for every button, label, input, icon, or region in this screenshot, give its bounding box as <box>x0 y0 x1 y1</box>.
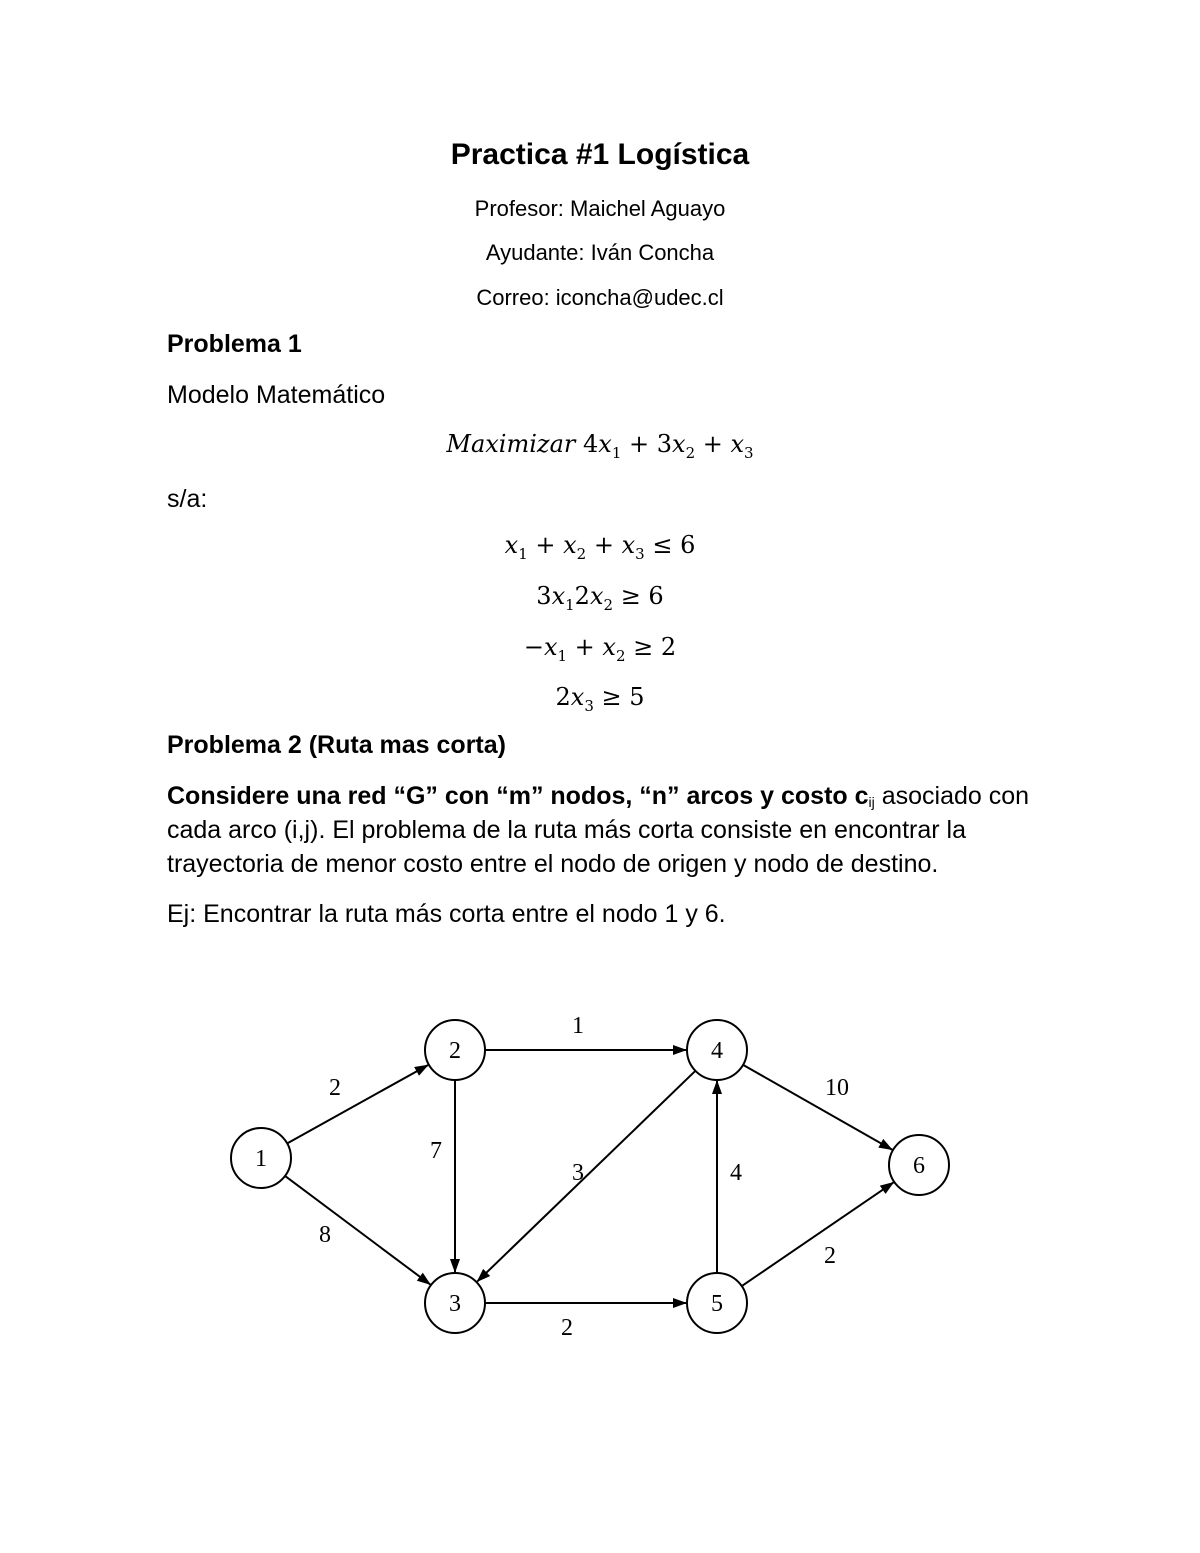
node-label-2: 2 <box>449 1038 461 1064</box>
node-label-1: 1 <box>255 1146 267 1172</box>
example-line: Ej: Encontrar la ruta más corta entre el nodo 1 y 6. <box>167 900 726 928</box>
edge-cost-5-6: 2 <box>824 1243 836 1269</box>
edge-cost-1-2: 2 <box>329 1075 341 1101</box>
constraint-2: $3x_12x_2 \ge 6$ <box>536 582 664 614</box>
assistant-line: Ayudante: Iván Concha <box>485 240 715 265</box>
edge-cost-4-3: 3 <box>572 1160 584 1186</box>
edge-1-3 <box>285 1176 430 1284</box>
edge-cost-5-4: 4 <box>730 1160 742 1186</box>
problem1-heading: Problema 1 <box>167 330 302 358</box>
edge-cost-4-6: 10 <box>825 1075 849 1101</box>
email-line: Correo: iconcha@udec.cl <box>476 285 724 310</box>
node-label-4: 4 <box>711 1038 723 1064</box>
subject-to-label: s/a: <box>167 485 208 513</box>
edge-5-6 <box>742 1182 894 1286</box>
edge-cost-2-4: 1 <box>572 1013 584 1039</box>
constraint-1: $x_1 + x_2 + x_3 \le 6$ <box>504 531 696 563</box>
problem2-paragraph: Considere una red “G” con “m” nodos, “n” arcos y costo cij asociado con cada arco (i,j). El problema de la ruta más corta consiste en encontrar la trayectoria de menor costo entre el nodo de origen y nodo de destino. <box>167 782 1030 878</box>
problem1-subheading: Modelo Matemático <box>167 381 386 409</box>
page-title: Practica #1 Logística <box>450 138 750 171</box>
node-label-6: 6 <box>913 1153 925 1179</box>
edge-cost-1-3: 8 <box>319 1222 331 1248</box>
edge-4-6 <box>743 1065 892 1150</box>
constraint-3: $-x_1 + x_2 \ge 2$ <box>523 633 677 665</box>
node-label-3: 3 <box>449 1291 461 1317</box>
edge-1-2 <box>287 1065 428 1143</box>
node-5 <box>687 1273 747 1333</box>
node-4 <box>687 1020 747 1080</box>
node-label-5: 5 <box>711 1291 723 1317</box>
problem2-heading: Problema 2 (Ruta mas corta) <box>167 731 506 759</box>
professor-line: Profesor: Maichel Aguayo <box>474 196 726 221</box>
node-2 <box>425 1020 485 1080</box>
constraint-4: $2x_3 \ge 5$ <box>555 683 645 715</box>
edge-cost-3-5: 2 <box>561 1315 573 1341</box>
node-3 <box>425 1273 485 1333</box>
edge-4-3 <box>477 1071 695 1282</box>
node-6 <box>889 1135 949 1195</box>
objective-function: Maximizar $4x_1 + 3x_2 + x_3$ <box>446 430 754 462</box>
node-1 <box>231 1128 291 1188</box>
edge-cost-2-3: 7 <box>430 1138 442 1164</box>
